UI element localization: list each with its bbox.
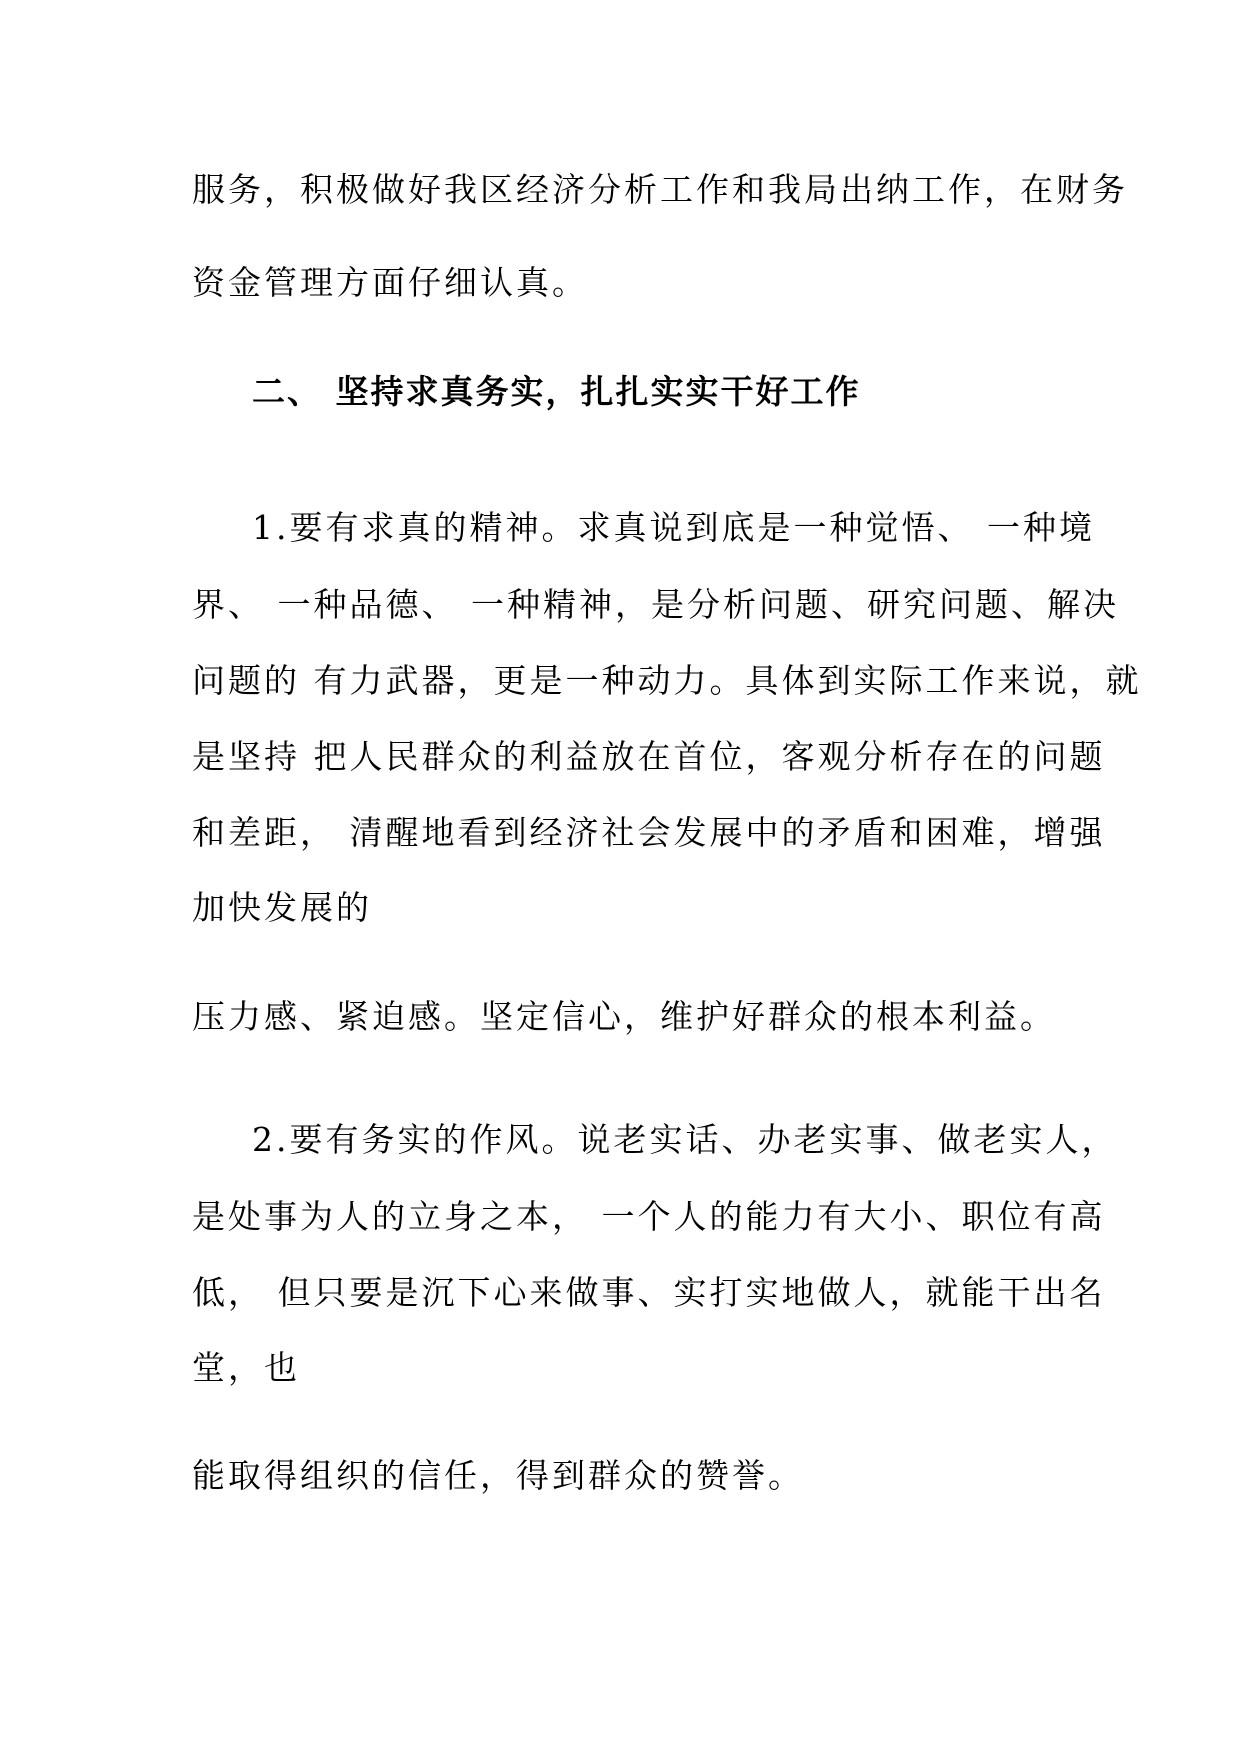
- paragraph-line: 和差距， 清醒地看到经济社会发展中的矛盾和困难，增强: [192, 813, 1106, 852]
- paragraph-line: 堂，也: [192, 1348, 300, 1387]
- paragraph-line: 服务，积极做好我区经济分析工作和我局出纳工作，在财务: [192, 170, 1128, 209]
- paragraph-line: 是处事为人的立身之本， 一个人的能力有大小、职位有高: [192, 1197, 1106, 1236]
- paragraph-line: 1.要有求真的精神。求真说到底是一种觉悟、 一种境: [252, 508, 1095, 547]
- paragraph-line: 界、 一种品德、 一种精神，是分析问题、研究问题、解决: [192, 585, 1119, 624]
- section-heading: 二、 坚持求真务实，扎扎实实干好工作: [252, 372, 861, 411]
- paragraph-line: 资金管理方面仔细认真。: [192, 263, 588, 302]
- paragraph-line: 低， 但只要是沉下心来做事、实打实地做人，就能干出名: [192, 1273, 1106, 1312]
- paragraph-line: 能取得组织的信任，得到群众的赞誉。: [192, 1456, 804, 1495]
- paragraph-line: 压力感、紧迫感。坚定信心，维护好群众的根本利益。: [192, 997, 1056, 1036]
- paragraph-line: 2.要有务实的作风。说老实话、办老实事、做老实人，: [252, 1120, 1118, 1159]
- paragraph-line: 是坚持 把人民群众的利益放在首位，客观分析存在的问题: [192, 737, 1106, 776]
- paragraph-line: 加快发展的: [192, 888, 372, 927]
- paragraph-line: 问题的 有力武器，更是一种动力。具体到实际工作来说，就: [192, 661, 1142, 700]
